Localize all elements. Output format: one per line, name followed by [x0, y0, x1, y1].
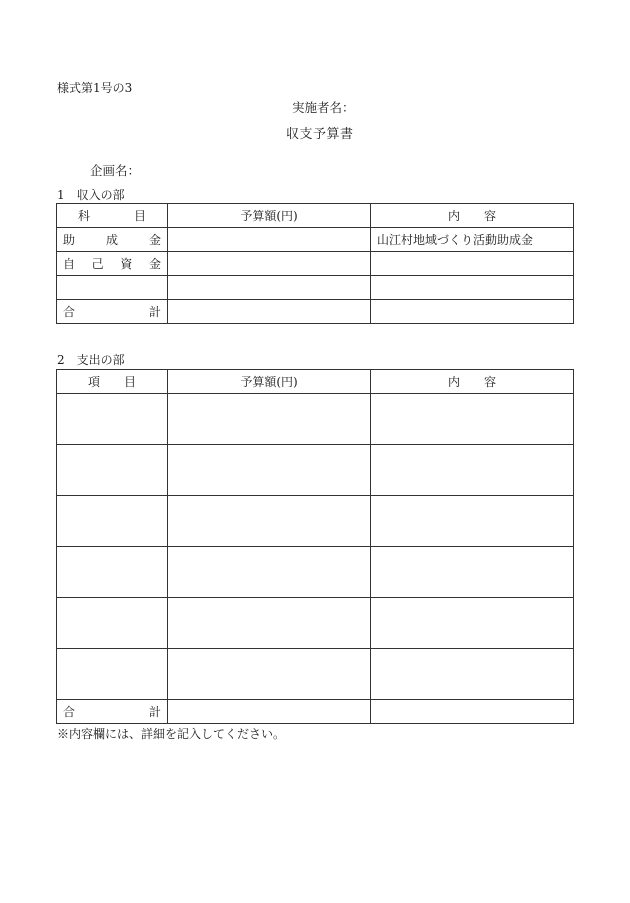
expense-item-cell[interactable] — [57, 445, 168, 496]
form-number: 様式第1号の3 — [57, 81, 133, 95]
expense-amount-cell[interactable] — [168, 598, 371, 649]
expense-header-content — [371, 370, 574, 394]
expense-row — [57, 547, 574, 598]
expense-total-amount[interactable] — [168, 700, 371, 724]
income-table — [56, 203, 574, 324]
expense-item-cell[interactable] — [57, 496, 168, 547]
expense-total-char: 合 — [63, 705, 76, 719]
income-total-content[interactable] — [371, 300, 574, 324]
income-total-amount[interactable] — [168, 300, 371, 324]
income-item-char: 金 — [148, 233, 161, 247]
expense-total-label — [57, 700, 168, 724]
income-header-content — [371, 204, 574, 228]
income-item-cell — [57, 228, 168, 252]
expense-section-heading: 2 支出の部 — [57, 353, 125, 367]
expense-amount-cell[interactable] — [168, 496, 371, 547]
expense-amount-cell[interactable] — [168, 394, 371, 445]
expense-content-cell[interactable] — [371, 649, 574, 700]
expense-header-content-char: 内 — [447, 375, 460, 389]
income-item-char: 資 — [120, 257, 133, 271]
income-item-char: 成 — [105, 233, 118, 247]
income-total-char: 計 — [148, 305, 161, 319]
income-header-item-char: 目 — [134, 209, 147, 223]
income-header-content-char: 内 — [447, 209, 460, 223]
expense-content-cell[interactable] — [371, 445, 574, 496]
expense-total-row — [57, 700, 574, 724]
income-amount-cell[interactable] — [168, 228, 371, 252]
expense-item-cell[interactable] — [57, 394, 168, 445]
expense-amount-cell[interactable] — [168, 445, 371, 496]
income-header-row — [57, 204, 574, 228]
expense-header-content-char: 容 — [484, 375, 497, 389]
expense-row — [57, 445, 574, 496]
expense-content-cell[interactable] — [371, 547, 574, 598]
income-header-amount: 予算額(円) — [168, 204, 371, 228]
income-total-row — [57, 300, 574, 324]
project-name-label: 企画名： — [90, 163, 141, 178]
expense-total-content[interactable] — [371, 700, 574, 724]
expense-content-cell[interactable] — [371, 394, 574, 445]
income-content-cell[interactable] — [371, 276, 574, 300]
expense-content-cell[interactable] — [371, 496, 574, 547]
income-total-label — [57, 300, 168, 324]
expense-header-item-char: 目 — [124, 375, 137, 389]
expense-row — [57, 496, 574, 547]
expense-row — [57, 394, 574, 445]
expense-total-char: 計 — [148, 705, 161, 719]
expense-item-cell[interactable] — [57, 649, 168, 700]
income-item-char: 金 — [148, 257, 161, 271]
income-content-cell[interactable] — [371, 252, 574, 276]
income-item-cell[interactable] — [57, 276, 168, 300]
expense-row — [57, 649, 574, 700]
expense-item-cell[interactable] — [57, 598, 168, 649]
income-header-content-char: 容 — [484, 209, 497, 223]
income-row-own-funds — [57, 252, 574, 276]
expense-row — [57, 598, 574, 649]
income-row-blank — [57, 276, 574, 300]
income-item-char: 自 — [63, 257, 76, 271]
expense-header-item-char: 項 — [87, 375, 100, 389]
expense-header-amount: 予算額(円) — [168, 370, 371, 394]
expense-amount-cell[interactable] — [168, 547, 371, 598]
income-row-grant — [57, 228, 574, 252]
document-title: 収支予算書 — [286, 127, 354, 142]
expense-amount-cell[interactable] — [168, 649, 371, 700]
implementer-name-label: 実施者名： — [292, 100, 355, 115]
income-item-cell — [57, 252, 168, 276]
income-amount-cell[interactable] — [168, 276, 371, 300]
footnote: ※内容欄には、詳細を記入してください。 — [57, 727, 286, 741]
expense-header-row — [57, 370, 574, 394]
income-item-char: 助 — [63, 233, 76, 247]
income-item-char: 己 — [91, 257, 104, 271]
income-total-char: 合 — [63, 305, 76, 319]
income-header-item — [57, 204, 168, 228]
expense-table — [56, 369, 574, 724]
income-content-cell[interactable]: 山江村地域づくり活動助成金 — [371, 228, 574, 252]
income-section-heading: 1 収入の部 — [57, 188, 125, 202]
expense-header-item — [57, 370, 168, 394]
expense-content-cell[interactable] — [371, 598, 574, 649]
expense-item-cell[interactable] — [57, 547, 168, 598]
income-header-item-char: 科 — [77, 209, 90, 223]
income-amount-cell[interactable] — [168, 252, 371, 276]
